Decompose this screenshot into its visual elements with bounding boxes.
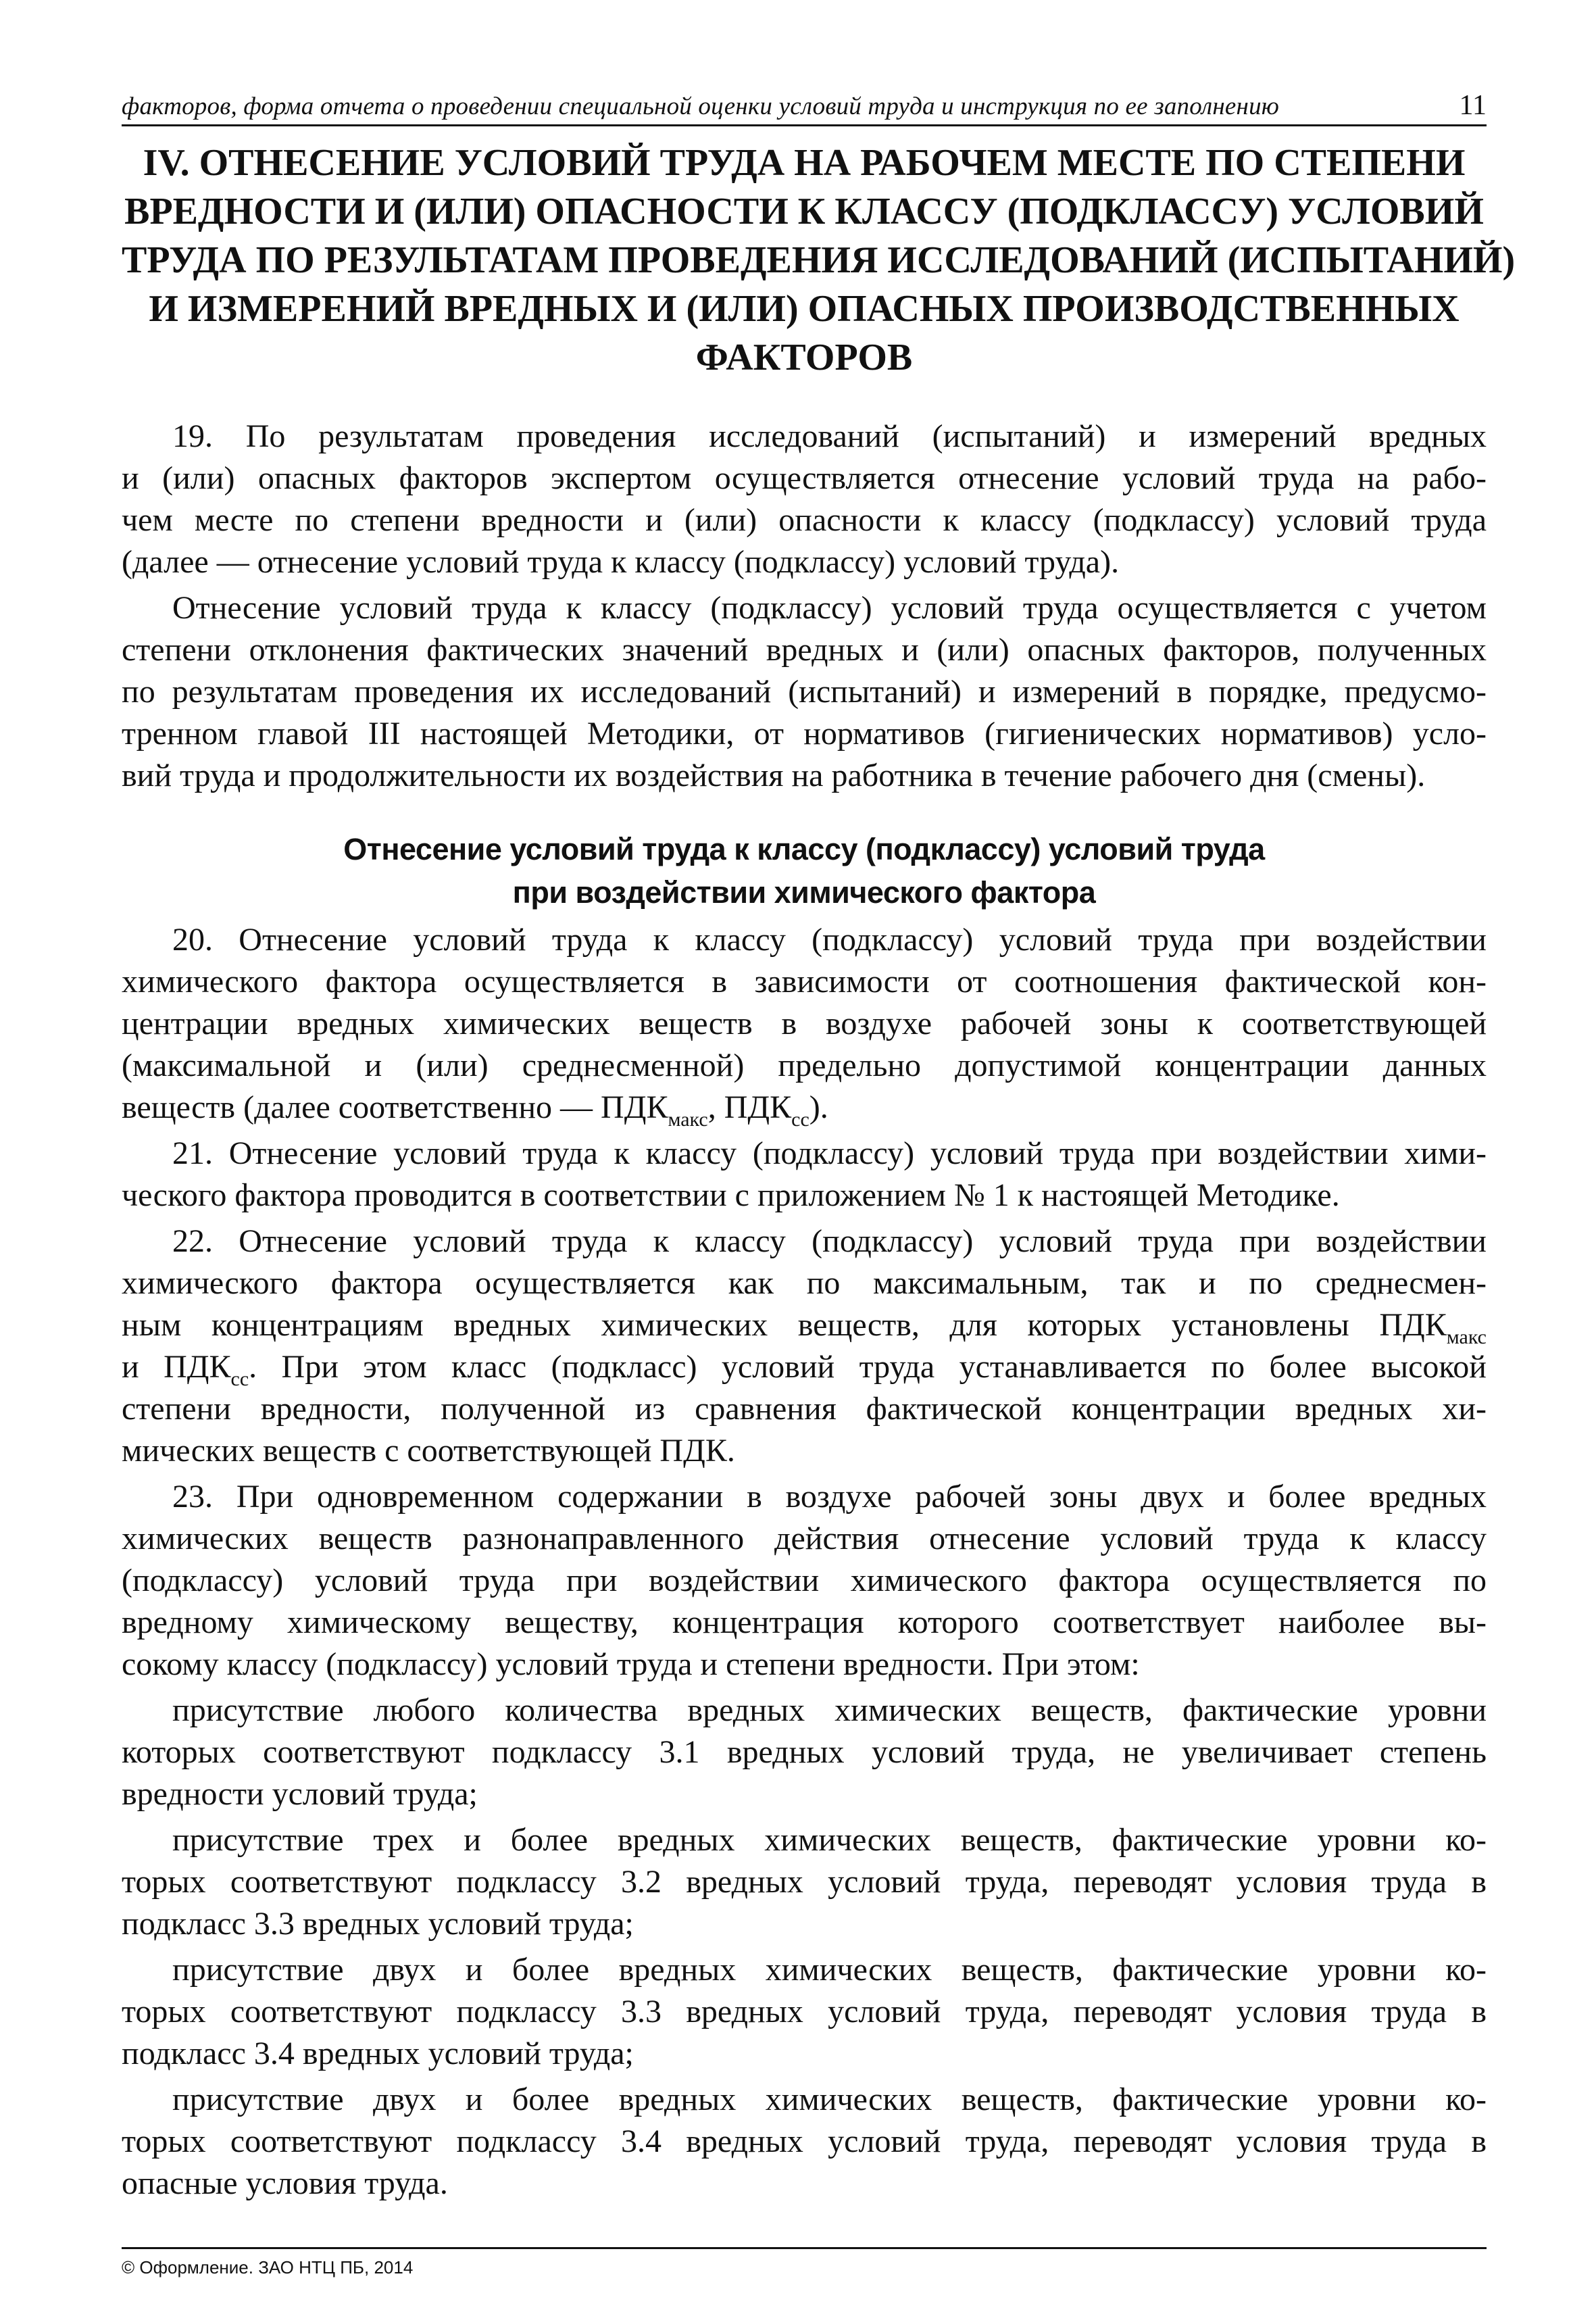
paragraph-19-continued [122,587,1487,797]
text-fragment: ным концентрациям вредных химических веществ, для которых установлены ПДК [122,1307,1447,1343]
text-line: подкласс 3.4 вредных условий труда; [122,2036,634,2071]
paragraph-23 [122,1476,1487,1685]
text-line: (подклассу) условий труда при воздействии химического фактора осуществляется по [122,1562,1487,1598]
chapter-title-line: ФАКТОРОВ [695,337,913,378]
body-text-block-1 [122,416,1487,801]
running-header [122,89,1487,126]
text-fragment: и ПДК [122,1349,231,1385]
subscript-ss: сс [791,1108,809,1131]
text-line: (далее — отнесение условий труда к классу (подклассу) условий труда). [122,544,1120,580]
text-line: вредному химическому веществу, концентрация которого соответствует наиболее вы- [122,1604,1487,1640]
text-line: 22. Отнесение условий труда к классу (подклассу) условий труда при воздействии [172,1223,1487,1259]
paragraph-19 [122,416,1487,583]
text-fragment: . При этом класс (подкласс) условий труда устанавливается по более высокой [249,1349,1487,1385]
text-line: вий труда и продолжительности их воздействия на работника в течение рабочего дня (смены). [122,758,1426,793]
chapter-title-line: ВРЕДНОСТИ И (ИЛИ) ОПАСНОСТИ К КЛАССУ (ПОДКЛАССУ) УСЛОВИЙ [124,191,1484,232]
paragraph-21 [122,1133,1487,1216]
text-line: 20. Отнесение условий труда к классу (подклассу) условий труда при воздействии [172,922,1487,958]
chapter-title-line: IV. ОТНЕСЕНИЕ УСЛОВИЙ ТРУДА НА РАБОЧЕМ МЕСТЕ ПО СТЕПЕНИ [143,142,1466,184]
text-line: по результатам проведения их исследований (испытаний) и измерений в порядке, предусмо- [122,674,1487,710]
text-line: присутствие двух и более вредных химических веществ, фактические уровни ко- [172,1952,1487,1988]
text-line: торых соответствуют подклассу 3.3 вредных условий труда, переводят условия труда в [122,1994,1487,2029]
text-line: Отнесение условий труда к классу (подклассу) условий труда осуществляется с учетом [172,590,1487,626]
text-line: и (или) опасных факторов экспертом осуществляется отнесение условий труда на рабо- [122,460,1487,496]
text-line: подкласс 3.3 вредных условий труда; [122,1906,634,1942]
text-line: торых соответствуют подклассу 3.2 вредных условий труда, переводят условия труда в [122,1864,1487,1900]
text-line [122,1346,1487,1388]
section-heading [122,828,1487,914]
text-line: тренном главой III настоящей Методики, от нормативов (гигиенических нормативов) усло- [122,716,1487,752]
section-heading-line: при воздействии химического фактора [512,875,1096,910]
text-line: 23. При одновременном содержании в воздухе рабочей зоны двух и более вредных [172,1479,1487,1515]
paragraph-23-item-2 [122,1819,1487,1945]
paragraph-22 [122,1221,1487,1472]
text-line: ческого фактора проводится в соответствии с приложением № 1 к настоящей Методике. [122,1177,1340,1213]
text-line: чем месте по степени вредности и (или) опасности к классу (подклассу) условий труда [122,502,1487,538]
text-line: сокому классу (подклассу) условий труда и степени вредности. При этом: [122,1646,1140,1682]
text-line: присутствие трех и более вредных химических веществ, фактические уровни ко- [172,1822,1487,1858]
text-line: химического фактора осуществляется как по максимальным, так и по среднесмен- [122,1265,1487,1301]
paragraph-23-item-4 [122,2079,1487,2205]
text-line: степени вредности, полученной из сравнения фактической концентрации вредных хи- [122,1391,1487,1427]
text-line: химических веществ разнонаправленного действия отнесение условий труда к классу [122,1521,1487,1556]
text-line: 19. По результатам проведения исследований (испытаний) и измерений вредных [172,418,1487,454]
paragraph-20 [122,919,1487,1129]
text-line: 21. Отнесение условий труда к классу (подклассу) условий труда при воздействии хими- [172,1135,1487,1171]
paragraph-23-item-1 [122,1690,1487,1815]
text-line [122,1304,1487,1346]
text-line [122,1087,1487,1129]
text-line: центрации вредных химических веществ в воздухе рабочей зоны к соответствующей [122,1006,1487,1041]
subscript-max: макс [668,1108,708,1131]
text-line: торых соответствуют подклассу 3.4 вредных условий труда, переводят условия труда в [122,2123,1487,2159]
page-number: 11 [1459,90,1487,121]
chapter-title-line: И ИЗМЕРЕНИЙ ВРЕДНЫХ И (ИЛИ) ОПАСНЫХ ПРОИЗВОДСТВЕННЫХ [149,288,1460,330]
subscript-ss: сс [230,1368,249,1390]
text-line: опасные условия труда. [122,2165,448,2201]
footer-copyright: © Оформление. ЗАО НТЦ ПБ, 2014 [122,2257,414,2278]
text-line: присутствие любого количества вредных химических веществ, фактические уровни [172,1692,1487,1728]
running-title: факторов, форма отчета о проведении специальной оценки условий труда и инструкция по ее заполнению [122,93,1280,120]
text-line: степени отклонения фактических значений вредных и (или) опасных факторов, полученных [122,632,1487,668]
chapter-title-line: ТРУДА ПО РЕЗУЛЬТАТАМ ПРОВЕДЕНИЯ ИССЛЕДОВАНИЙ (ИСПЫТАНИЙ) [122,239,1516,281]
text-fragment: ). [809,1089,828,1125]
text-fragment: , ПДК [707,1089,792,1125]
text-fragment: веществ (далее соответственно — ПДК [122,1089,668,1125]
text-line: мических веществ с соответствующей ПДК. [122,1433,735,1469]
text-line: которых соответствуют подклассу 3.1 вредных условий труда, не увеличивает степень [122,1734,1487,1770]
text-line: (максимальной и (или) среднесменной) предельно допустимой концентрации данных [122,1048,1487,1083]
subscript-max: макс [1446,1326,1487,1348]
chapter-title [122,139,1516,382]
text-line: химического фактора осуществляется в зависимости от соотношения фактической кон- [122,964,1487,1000]
text-line: вредности условий труда; [122,1776,478,1812]
section-heading-line: Отнесение условий труда к классу (подклассу) условий труда [343,832,1265,866]
paragraph-23-item-3 [122,1949,1487,2075]
text-line: присутствие двух и более вредных химических веществ, фактические уровни ко- [172,2082,1487,2117]
footer-divider [122,2247,1487,2249]
body-text-block-2 [122,919,1487,2209]
